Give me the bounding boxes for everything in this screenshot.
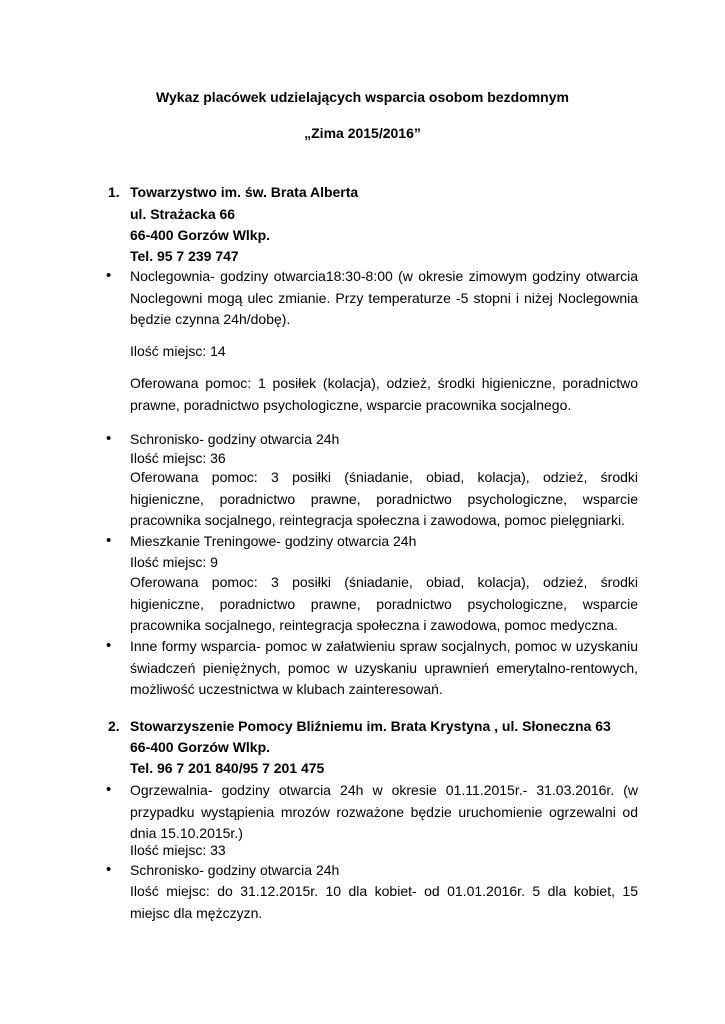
- org2-ogrzewalnia-places: Ilość miejsc: 33: [130, 842, 226, 858]
- org1-phone: Tel. 95 7 239 747: [130, 248, 239, 264]
- org2-name: Stowarzyszenie Pomocy Bliźniemu im. Brata Krystyna , ul. Słoneczna 63: [130, 718, 611, 734]
- bullet-icon: •: [106, 637, 112, 654]
- bullet-icon: •: [106, 267, 112, 284]
- org1-schronisko-hours: Schronisko- godziny otwarcia 24h: [130, 431, 340, 447]
- bullet-icon: •: [106, 861, 112, 878]
- org1-noclegownia-desc: Noclegownia- godziny otwarcia18:30-8:00 (w okresie zimowym godziny otwarcia Noclegowni mogą ulec zmianie. Przy temperaturze -5 stopni i niżej Noclegownia będzie czynna 24h/dobę).: [130, 268, 638, 327]
- bullet-icon: •: [106, 781, 112, 798]
- org1-number: 1.: [108, 184, 120, 200]
- org2-schronisko-places: Ilość miejsc: do 31.12.2015r. 10 dla kobiet- od 01.01.2016r. 5 dla kobiet, 15 miejsc dla mężczyzn.: [130, 883, 638, 921]
- org1-noclegownia-help: Oferowana pomoc: 1 posiłek (kolacja), odzież, środki higieniczne, poradnictwo prawne, poradnictwo psychologiczne, wsparcie pracownika socjalnego.: [130, 375, 638, 413]
- bullet-icon: •: [106, 532, 112, 549]
- bullet-icon: •: [106, 430, 112, 447]
- document-subtitle: „Zima 2015/2016”: [304, 125, 421, 141]
- org2-phone: Tel. 96 7 201 840/95 7 201 475: [130, 760, 325, 776]
- org1-city: 66-400 Gorzów Wlkp.: [130, 227, 271, 243]
- org1-schronisko-help: Oferowana pomoc: 3 posiłki (śniadanie, obiad, kolacja), odzież, środki higieniczne, poradnictwo prawne, poradnictwo psychologiczne, wsparcie pracownika socjalnego, reintegracja społeczna i zawodowa, pomoc pielęgniarki.: [130, 469, 638, 528]
- org1-mieszkanie-places: Ilość miejsc: 9: [130, 554, 218, 570]
- document-title: Wykaz placówek udzielających wsparcia osobom bezdomnym: [156, 89, 569, 105]
- org1-street: ul. Strażacka 66: [130, 206, 236, 222]
- org2-number: 2.: [108, 718, 120, 734]
- org2-ogrzewalnia-desc: Ogrzewalnia- godziny otwarcia 24h w okresie 01.11.2015r.- 31.03.2016r. (w przypadku wystąpienia mrozów rozważone będzie uruchomienie ogrzewalni od dnia 15.10.2015r.): [130, 782, 638, 841]
- org2-schronisko-hours: Schronisko- godziny otwarcia 24h: [130, 862, 340, 878]
- org1-name: Towarzystwo im. św. Brata Alberta: [130, 184, 359, 200]
- org1-mieszkanie-help: Oferowana pomoc: 3 posiłki (śniadanie, obiad, kolacja), odzież, środki higieniczne, poradnictwo prawne, poradnictwo psychologiczne, wsparcie pracownika socjalnego, reintegracja społeczna i zawodowa, pomoc medyczna.: [130, 574, 638, 633]
- org1-mieszkanie-hours: Mieszkanie Treningowe- godziny otwarcia 24h: [130, 533, 417, 549]
- org1-schronisko-places: Ilość miejsc: 36: [130, 450, 226, 466]
- org2-city: 66-400 Gorzów Wlkp.: [130, 739, 271, 755]
- org1-inne: Inne formy wsparcia- pomoc w załatwieniu spraw socjalnych, pomoc w uzyskaniu świadczeń pieniężnych, pomoc w uzyskaniu uprawnień emerytalno-rentowych, możliwość uczestnictwa w klubach zainteresowań.: [130, 638, 638, 697]
- org1-noclegownia-places: Ilość miejsc: 14: [130, 343, 226, 359]
